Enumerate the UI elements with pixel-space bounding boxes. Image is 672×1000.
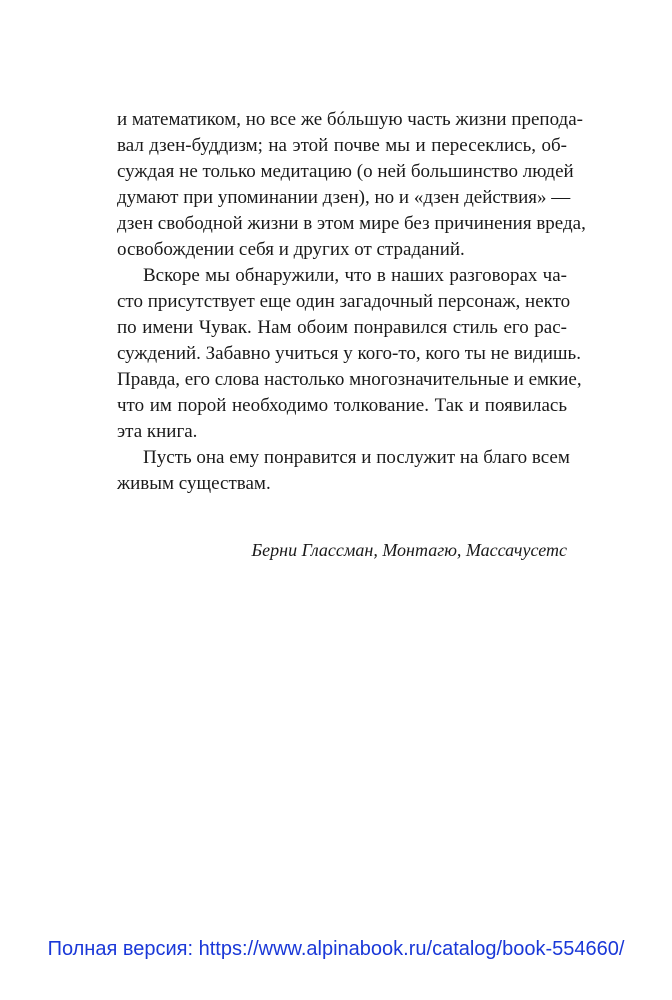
full-version-link[interactable]: Полная версия: https://www.alpinabook.ru/catalog/book-554660/ [47, 938, 625, 960]
author-signature: Берни Глассман, Монтагю, Массачусетс [251, 540, 567, 560]
text-line: что им порой необходимо толкование. Так и появилась [117, 395, 567, 416]
text-line: и математиком, но все же бóльшую часть жизни препода- [117, 109, 583, 130]
text-line: суждений. Забавно учиться у кого-то, кого ты не видишь. [117, 343, 581, 364]
text-line: суждая не только медитацию (о ней большинство людей [117, 161, 574, 182]
text-line: Правда, его слова настолько многозначительные и емкие, [117, 369, 582, 390]
text-line: думают при упоминании дзен), но и «дзен действия» — [117, 187, 571, 208]
text-line: живым существам. [117, 473, 271, 494]
text-line: сто присутствует еще один загадочный персонаж, некто [117, 291, 571, 312]
text-line: вал дзен-буддизм; на этой почве мы и пересеклись, об- [117, 135, 567, 156]
text-line: эта книга. [117, 421, 198, 442]
text-line: дзен свободной жизни в этом мире без причинения вреда, [117, 213, 586, 234]
text-line: Пусть она ему понравится и послужит на благо всем [143, 447, 570, 468]
text-line: освобождении себя и других от страданий. [117, 239, 465, 260]
text-line: по имени Чувак. Нам обоим понравился стиль его рас- [117, 317, 567, 338]
text-line: Вскоре мы обнаружили, что в наших разговорах ча- [143, 265, 567, 286]
